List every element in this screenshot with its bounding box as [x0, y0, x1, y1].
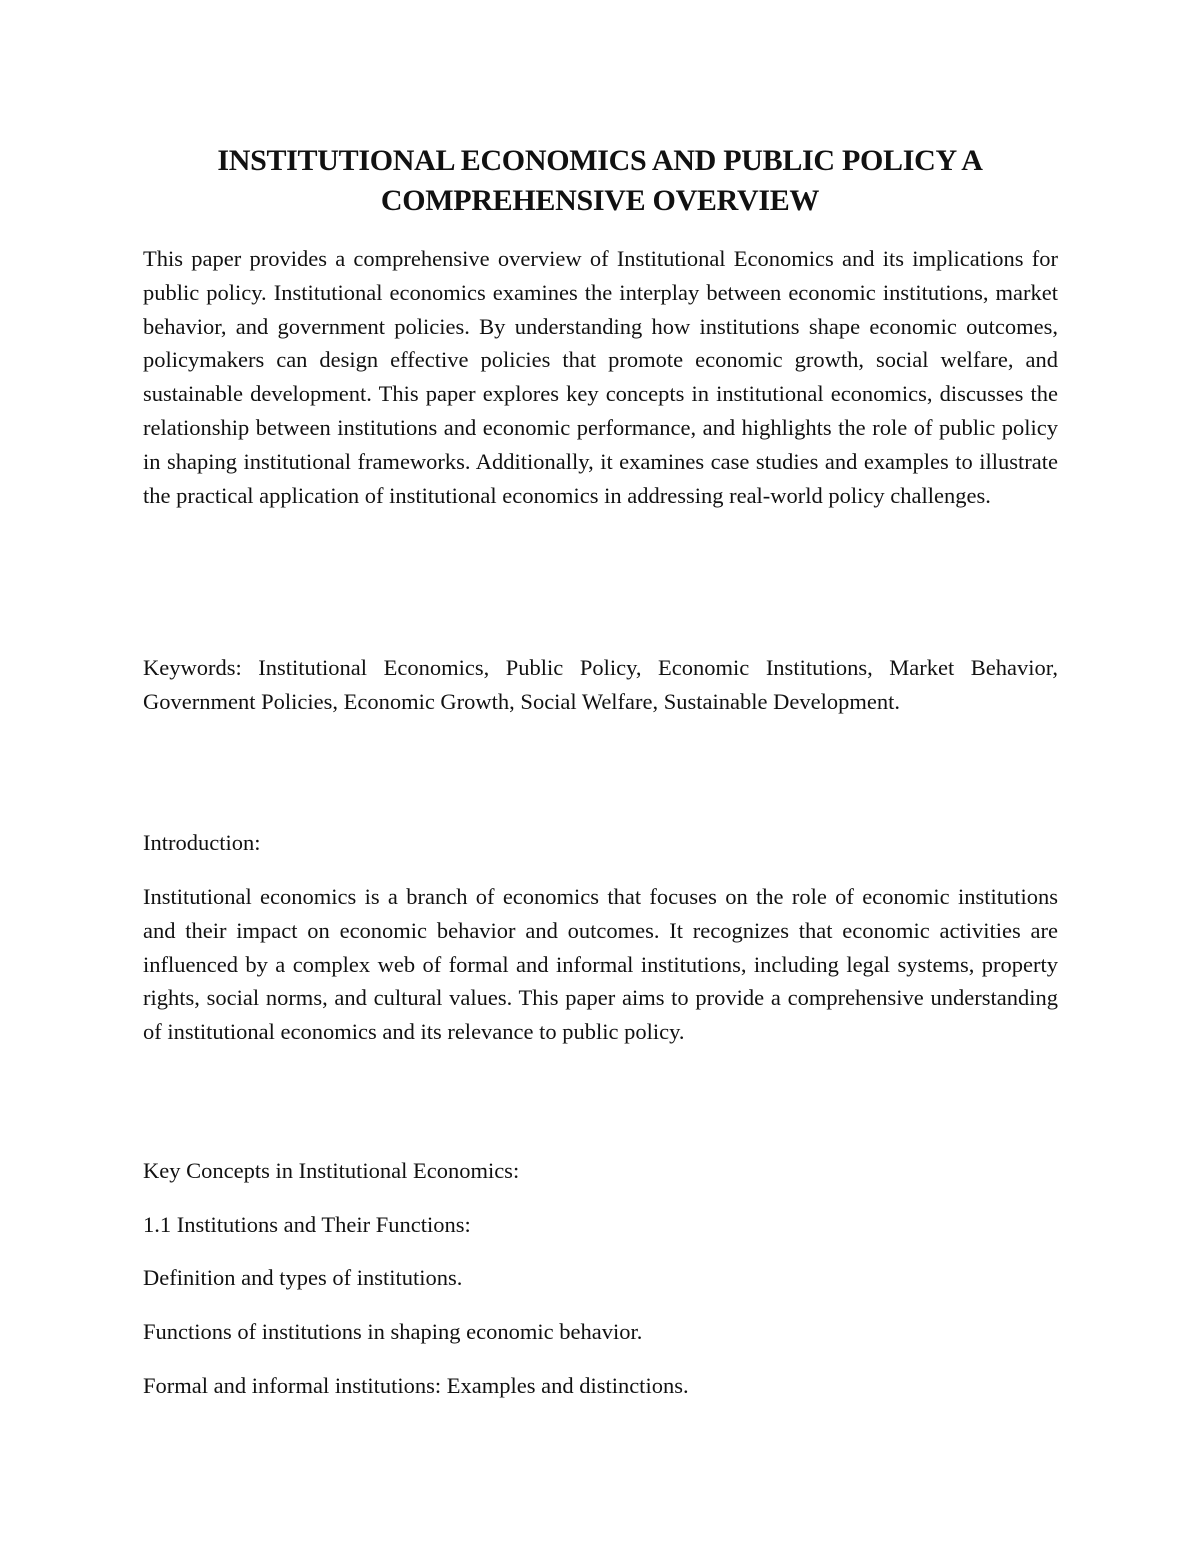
paper-title: INSTITUTIONAL ECONOMICS AND PUBLIC POLICY A COMPREHENSIVE OVERVIEW: [217, 144, 983, 217]
list-item: Formal and informal institutions: Examples and distinctions.: [143, 1373, 689, 1398]
list-item: Definition and types of institutions.: [143, 1265, 463, 1290]
introduction-paragraph: Institutional economics is a branch of economics that focuses on the role of economic institutions and their impact on economic behavior and outcomes. It recognizes that economic activities are influenced by a complex web of formal and informal institutions, including legal systems, property rights, social norms, and cultural values. This paper aims to provide a comprehensive understanding of institutional economics and its relevance to public policy.: [143, 884, 1058, 1045]
keywords-paragraph: Keywords: Institutional Economics, Public Policy, Economic Institutions, Market Behavior, Government Policies, Economic Growth, Social Welfare, Sustainable Development.: [143, 655, 1058, 714]
introduction-heading: Introduction:: [143, 830, 261, 855]
key-concepts-heading: Key Concepts in Institutional Economics:: [143, 1158, 520, 1183]
section-1-1-heading: 1.1 Institutions and Their Functions:: [143, 1212, 471, 1237]
list-item: Functions of institutions in shaping economic behavior.: [143, 1319, 643, 1344]
abstract-paragraph: This paper provides a comprehensive overview of Institutional Economics and its implications for public policy. Institutional economics examines the interplay between economic institutions, market behavior, and government policies. By understanding how institutions shape economic outcomes, policymakers can design effective policies that promote economic growth, social welfare, and sustainable development. This paper explores key concepts in institutional economics, discusses the relationship between institutions and economic performance, and highlights the role of public policy in shaping institutional frameworks. Additionally, it examines case studies and examples to illustrate the practical application of institutional economics in addressing real-world policy challenges.: [143, 246, 1058, 508]
